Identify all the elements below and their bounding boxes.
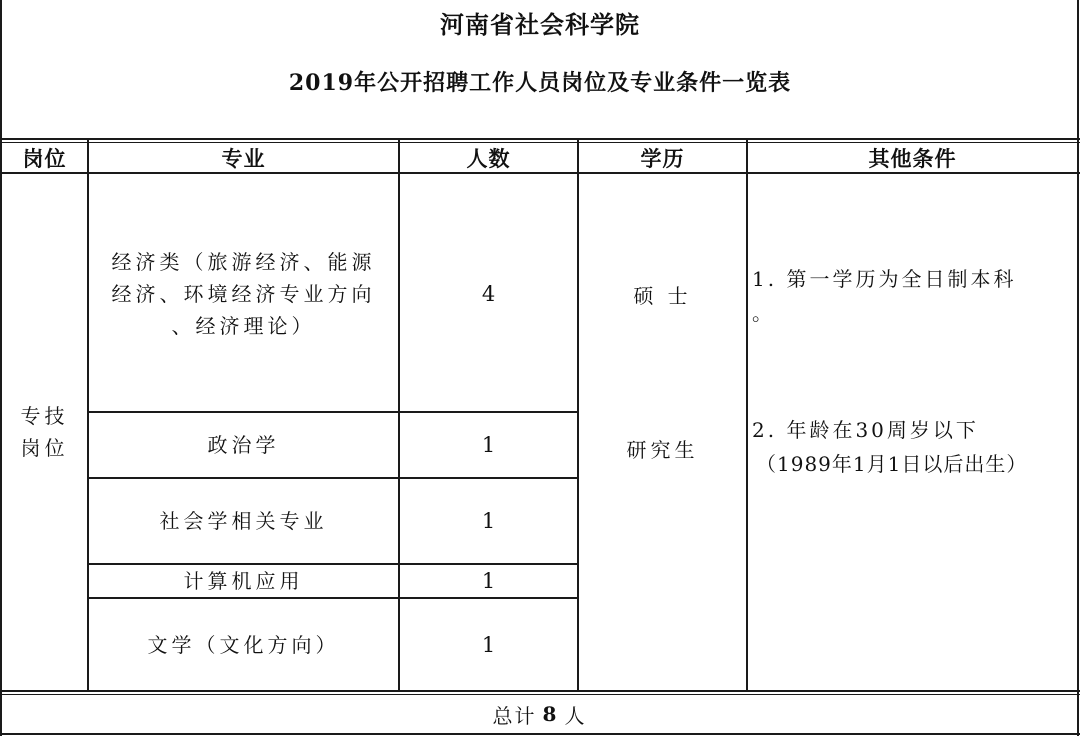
total-suffix: 人 <box>564 703 587 728</box>
condition-2-line2: （1989年1月1日以后出生） <box>756 452 1028 476</box>
vline-4 <box>746 140 748 692</box>
total-number: 8 <box>542 702 559 726</box>
count-row-1: 4 <box>481 282 496 306</box>
major-row-1-line1: 经济类（旅游经济、能源 <box>111 250 376 274</box>
total-prefix: 总计 <box>492 703 537 728</box>
post-name-line2: 岗位 <box>20 436 69 460</box>
header-other-conditions: 其他条件 <box>868 146 957 171</box>
table-title-line2: 2019年公开招聘工作人员岗位及专业条件一览表 <box>288 69 792 96</box>
education-line1: 硕 士 <box>633 284 692 308</box>
count-row-2: 1 <box>481 433 496 457</box>
count-row-5: 1 <box>481 632 496 657</box>
condition-2-line1: 2. 年龄在30周岁以下 <box>752 418 979 442</box>
line-under-title-1 <box>0 138 1080 140</box>
header-education: 学历 <box>640 146 685 171</box>
header-major: 专业 <box>221 146 266 171</box>
major-row-2: 政治学 <box>207 433 280 457</box>
major-row-5: 文学（文化方向） <box>147 632 340 657</box>
header-post: 岗位 <box>22 146 67 171</box>
post-name-line1: 专技 <box>20 404 69 428</box>
condition-1-line1: 1. 第一学历为全日制本科 <box>752 267 1017 291</box>
border-bottom <box>0 733 1080 735</box>
table-title-line1: 河南省社会科学院 <box>440 10 640 39</box>
header-count: 人数 <box>466 146 511 171</box>
major-row-1 <box>89 234 398 354</box>
major-row-3: 社会学相关专业 <box>159 509 328 533</box>
line-above-total <box>0 690 1080 692</box>
major-row-4: 计算机应用 <box>183 569 304 593</box>
vline-3 <box>577 140 579 692</box>
count-row-4: 1 <box>481 569 496 593</box>
major-row-1-line3: 、经济理论） <box>171 314 316 338</box>
total-row <box>2 695 1077 733</box>
condition-1-line2: 。 <box>752 301 775 325</box>
post-name <box>2 174 87 690</box>
education-line2: 研究生 <box>626 438 699 462</box>
border-right <box>1077 0 1079 736</box>
count-row-3: 1 <box>481 509 496 533</box>
major-row-1-line2: 经济、环境经济专业方向 <box>111 282 376 306</box>
